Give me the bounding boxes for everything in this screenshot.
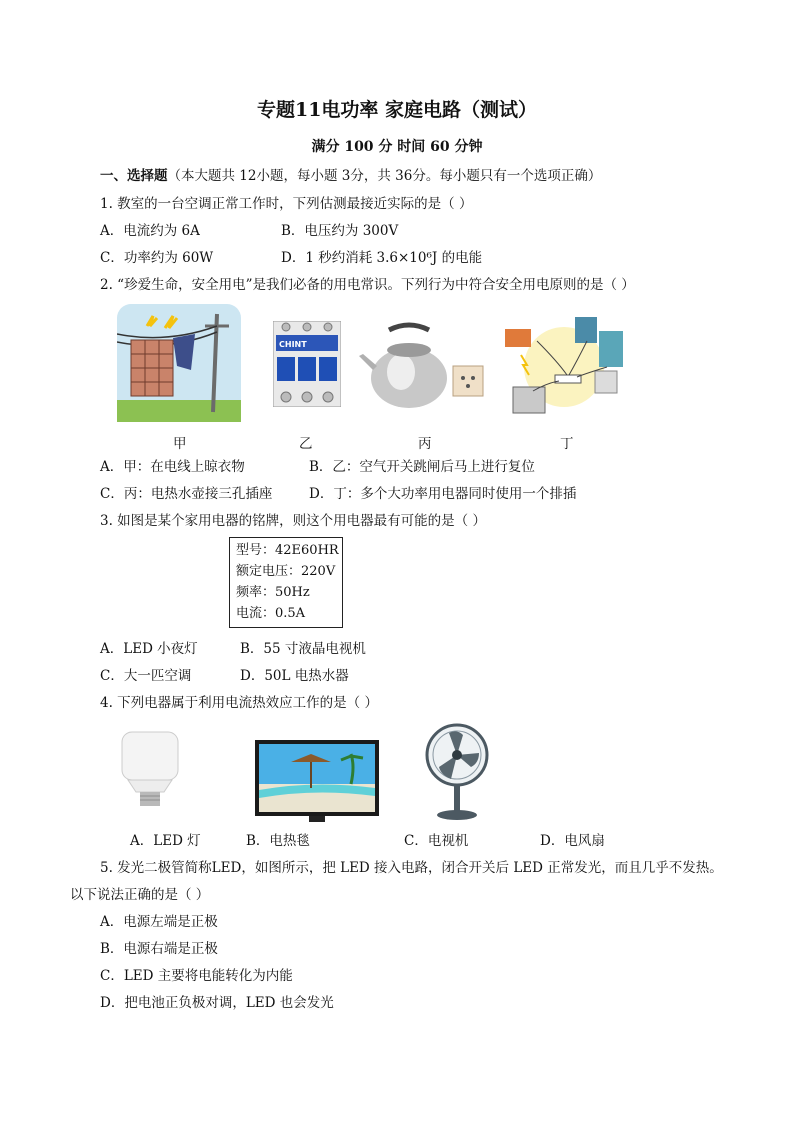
q3-option-c: C．大一匹空调	[100, 668, 192, 684]
section-heading-desc: （本大题共 12小题，每小题 3分，共 36分。每小题只有一个选项正确）	[167, 168, 602, 184]
section-heading	[100, 167, 601, 185]
q1-option-d: D．1 秒约消耗 3.6×10⁶J 的电能	[281, 250, 483, 266]
q2-stem: 2. “珍爱生命，安全用电”是我们必备的用电常识。下列行为中符合安全用电原则的是（ ）	[100, 277, 635, 293]
q3-option-b: B．55 寸液晶电视机	[240, 641, 366, 657]
q5-stem-line2: 以下说法正确的是（ ）	[70, 887, 210, 903]
nameplate-model: 型号：42E60HR	[236, 543, 339, 558]
q4-option-d: D．电风扇	[540, 833, 605, 849]
appliance-nameplate	[229, 537, 343, 628]
q5-option-b: B．电源右端是正极	[100, 941, 218, 957]
q5-option-c: C．LED 主要将电能转化为内能	[100, 968, 293, 984]
nameplate-frequency: 频率：50Hz	[236, 585, 310, 600]
q3-option-d: D．50L 电热水器	[240, 668, 349, 684]
electric-fan-image	[421, 723, 493, 823]
page-subtitle: 满分 100 分 时间 60 分钟	[311, 139, 483, 155]
q5-stem-line1: 5. 发光二极管简称LED，如图所示，把 LED 接入电路，闭合开关后 LED 正常发光，而且几乎不发热。	[100, 860, 723, 876]
q4-option-c: C．电视机	[404, 833, 469, 849]
q1-option-b: B．电压约为 300V	[281, 223, 399, 239]
q2-option-a: A．甲：在电线上晾衣物	[100, 459, 245, 475]
q2-label-ding: 丁	[560, 436, 574, 452]
section-heading-label: 一、选择题	[100, 168, 168, 184]
q2-option-c: C．丙：电热水壶接三孔插座	[100, 486, 273, 502]
tv-image	[255, 740, 379, 824]
led-bulb-image	[120, 730, 180, 810]
q4-option-b: B．电热毯	[246, 833, 310, 849]
overloaded-power-strip-image	[497, 311, 631, 423]
q5-option-a: A．电源左端是正极	[100, 914, 218, 930]
page-title: 专题11电功率 家庭电路（测试）	[256, 99, 538, 121]
q2-label-jia: 甲	[173, 436, 187, 452]
q3-stem: 3. 如图是某个家用电器的铭牌，则这个用电器最有可能的是（ ）	[100, 513, 486, 529]
q2-option-b: B．乙：空气开关跳闸后马上进行复位	[309, 459, 535, 475]
q5-option-d: D．把电池正负极对调，LED 也会发光	[100, 995, 334, 1011]
q4-option-a: A．LED 灯	[130, 833, 201, 849]
q3-option-a: A．LED 小夜灯	[100, 641, 198, 657]
q2-label-bing: 丙	[418, 436, 432, 452]
q2-label-yi: 乙	[299, 436, 313, 452]
q1-option-a: A．电流约为 6A	[100, 223, 200, 239]
kettle-socket-image	[357, 320, 487, 410]
breaker-brand: CHINT	[279, 340, 307, 349]
q1-option-c: C．功率约为 60W	[100, 250, 214, 266]
q1-stem: 1. 教室的一台空调正常工作时，下列估测最接近实际的是（ ）	[100, 196, 473, 212]
q4-stem: 4. 下列电器属于利用电流热效应工作的是（ ）	[100, 695, 378, 711]
circuit-breaker-image	[273, 321, 341, 407]
nameplate-current: 电流：0.5A	[236, 606, 306, 621]
clothes-on-wire-image	[117, 304, 241, 422]
q2-option-d: D．丁：多个大功率用电器同时使用一个排插	[309, 486, 577, 502]
nameplate-voltage: 额定电压：220V	[236, 564, 336, 579]
